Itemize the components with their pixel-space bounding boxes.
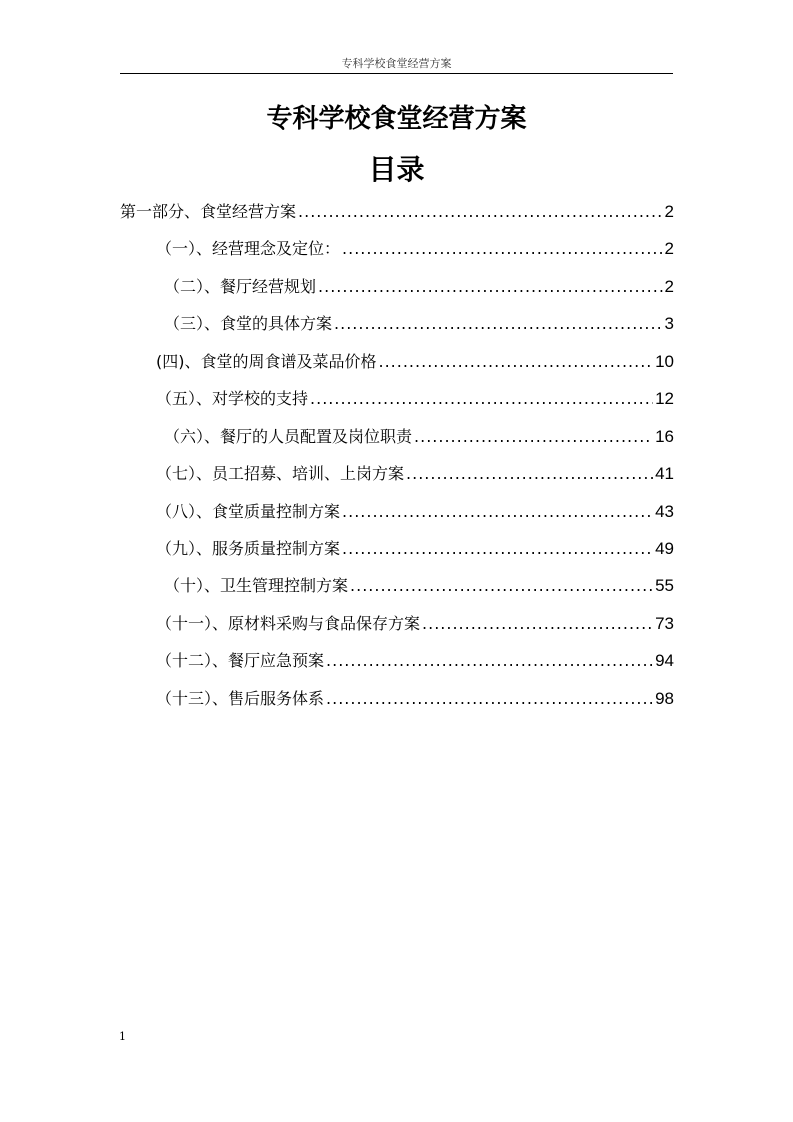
toc-entry-label: （三）、食堂的具体方案 [164, 314, 333, 334]
toc-entry-page: 2 [664, 239, 674, 259]
toc-entry[interactable] [120, 424, 674, 461]
toc-leader-dots [334, 314, 663, 333]
toc-entry-label: （五）、对学校的支持 [156, 389, 309, 409]
toc-entry-label: （十二）、餐厅应急预案 [156, 651, 325, 671]
toc-leader-dots [342, 239, 663, 258]
toc-entry-page: 49 [655, 538, 674, 558]
toc-entry-label: （十一）、原材料采购与食品保存方案 [156, 613, 421, 633]
table-of-contents [120, 199, 674, 723]
toc-entry-label: （十三）、售后服务体系 [156, 688, 325, 708]
toc-entry[interactable] [120, 199, 674, 236]
toc-leader-dots [326, 651, 653, 670]
toc-entry-label: （二）、餐厅经营规划 [164, 276, 317, 296]
toc-entry[interactable] [120, 461, 674, 498]
toc-entry-page: 16 [655, 426, 674, 446]
toc-leader-dots [310, 389, 653, 408]
toc-entry[interactable] [120, 573, 674, 610]
toc-entry-page: 10 [655, 351, 674, 371]
toc-entry-label: （十）、卫生管理控制方案 [164, 576, 349, 596]
toc-entry[interactable] [120, 499, 674, 536]
toc-entry[interactable] [120, 648, 674, 685]
toc-leader-dots [406, 464, 653, 483]
toc-entry-page: 55 [655, 576, 674, 596]
toc-entry[interactable] [120, 386, 674, 423]
toc-heading: 目录 [368, 153, 425, 186]
toc-entry[interactable] [120, 274, 674, 311]
toc-entry[interactable] [120, 611, 674, 648]
toc-entry-page: 98 [655, 688, 674, 708]
running-header: 专科学校食堂经营方案 [341, 57, 452, 70]
toc-leader-dots [298, 202, 663, 221]
toc-entry-label: 第一部分、食堂经营方案 [120, 202, 297, 221]
toc-entry[interactable] [120, 349, 674, 386]
toc-entry-label: (四)、食堂的周食谱及菜品价格 [156, 351, 377, 371]
toc-leader-dots [342, 502, 653, 521]
toc-leader-dots [318, 277, 663, 296]
toc-entry-page: 12 [655, 389, 674, 409]
toc-entry-label: （七）、员工招募、培训、上岗方案 [156, 464, 405, 484]
toc-entry-page: 94 [655, 651, 674, 671]
toc-leader-dots [414, 427, 653, 446]
toc-entry-page: 2 [664, 202, 674, 221]
toc-entry-label: （一）、经营理念及定位： [156, 239, 341, 259]
toc-entry[interactable] [120, 686, 674, 723]
toc-leader-dots [326, 689, 653, 708]
toc-entry-page: 73 [655, 613, 674, 633]
toc-entry-page: 43 [655, 501, 674, 521]
toc-leader-dots [342, 539, 653, 558]
toc-entry[interactable] [120, 311, 674, 348]
toc-entry[interactable] [120, 236, 674, 273]
toc-leader-dots [422, 614, 653, 633]
toc-entry-page: 41 [655, 464, 674, 484]
toc-leader-dots [350, 576, 653, 595]
toc-entry-page: 3 [664, 314, 674, 334]
toc-entry-label: （六）、餐厅的人员配置及岗位职责 [164, 426, 413, 446]
toc-entry-label: （八）、食堂质量控制方案 [156, 501, 341, 521]
toc-entry[interactable] [120, 536, 674, 573]
toc-entry-label: （九）、服务质量控制方案 [156, 538, 341, 558]
header-rule [120, 73, 673, 74]
toc-entry-page: 2 [664, 276, 674, 296]
toc-leader-dots [379, 352, 654, 371]
page-number: 1 [119, 1030, 126, 1043]
document-title: 专科学校食堂经营方案 [266, 104, 527, 134]
